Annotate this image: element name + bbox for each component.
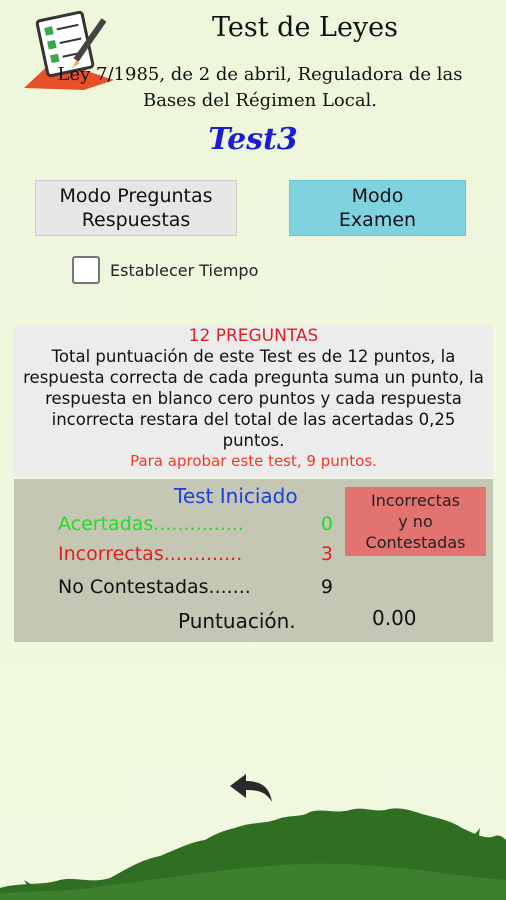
timer-label: Establecer Tiempo — [110, 260, 259, 280]
grass-decoration — [0, 800, 506, 900]
test-name: Test3 — [208, 122, 298, 157]
review-incorrect-button[interactable]: Incorrectas y no Contestadas — [345, 487, 486, 556]
app-title: Test de Leyes — [211, 12, 399, 43]
incorrectas-value: 3 — [320, 543, 333, 565]
acertadas-value: 0 — [320, 513, 333, 535]
puntuacion-value: 0.00 — [372, 606, 417, 630]
mode-examen-button[interactable]: Modo Examen — [289, 180, 466, 236]
test-info-panel — [14, 325, 493, 477]
pass-threshold: Para aprobar este test, 9 puntos. — [130, 452, 377, 470]
mode-preguntas-button[interactable]: Modo Preguntas Respuestas — [35, 180, 237, 236]
no-contestadas-value: 9 — [320, 576, 333, 598]
no-contestadas-label: No Contestadas....... — [58, 576, 251, 598]
scoring-description: Total puntuación de este Test es de 12 puntos, la respuesta correcta de cada pregunta suma un punto, la respuesta en blanco cero puntos y cada respuesta incorrecta restara del total de las acertadas 0,25 puntos. — [23, 347, 484, 450]
question-count: 12 PREGUNTAS — [188, 326, 319, 346]
timer-checkbox[interactable] — [72, 256, 100, 284]
timer-toggle[interactable] — [72, 256, 258, 284]
score-panel — [14, 479, 493, 642]
puntuacion-label: Puntuación. — [178, 609, 296, 633]
acertadas-label: Acertadas............... — [58, 513, 244, 535]
law-title: Ley 7/1985, de 2 de abril, Reguladora de las Bases del Régimen Local. — [57, 64, 463, 111]
incorrectas-label: Incorrectas............. — [58, 543, 243, 565]
test-status: Test Iniciado — [174, 484, 298, 508]
